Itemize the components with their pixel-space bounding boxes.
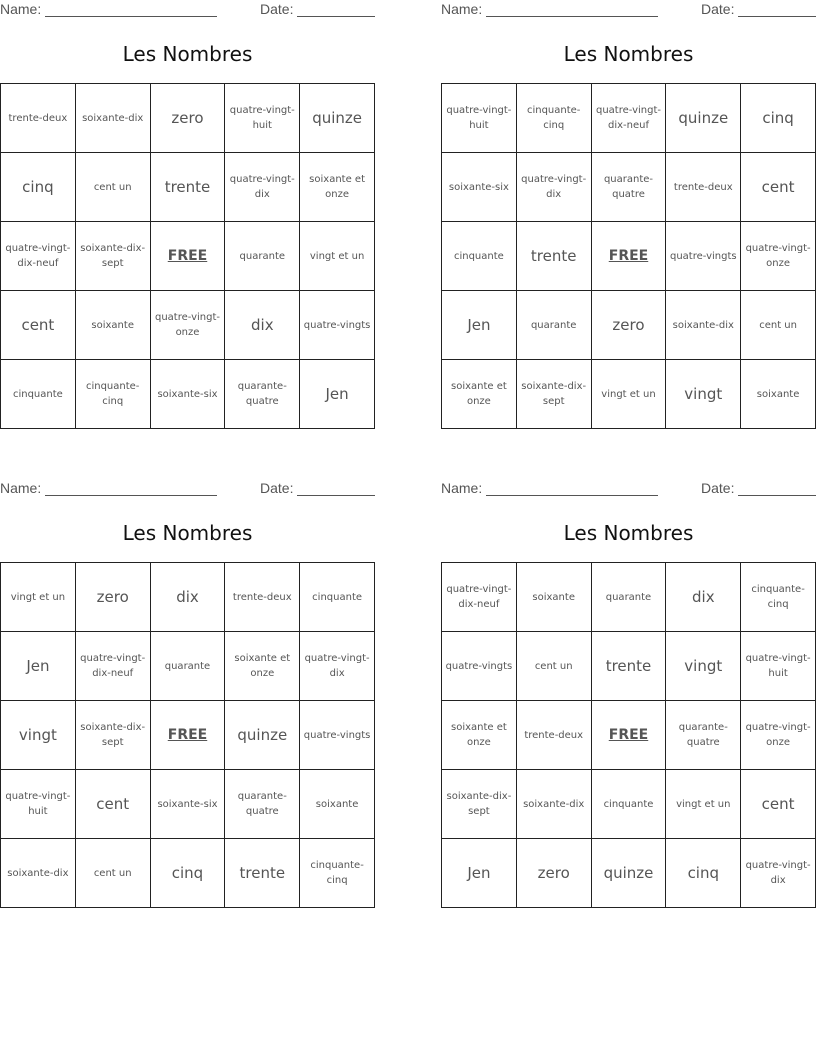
bingo-cell[interactable]: soixante-six (150, 770, 225, 839)
name-blank-line[interactable] (486, 495, 658, 496)
bingo-cell[interactable]: cinq (150, 839, 225, 908)
card-title: Les Nombres (563, 521, 694, 545)
bingo-cell[interactable]: quatre-vingt-dix (225, 153, 300, 222)
grid-row (442, 563, 816, 632)
bingo-cell[interactable]: cent un (741, 291, 816, 360)
bingo-cell[interactable]: Jen (1, 632, 76, 701)
bingo-cell[interactable]: trente-deux (666, 153, 741, 222)
bingo-cell[interactable]: soixante et onze (300, 153, 375, 222)
bingo-cell[interactable]: quatre-vingt-huit (741, 632, 816, 701)
bingo-cell[interactable]: zero (75, 563, 150, 632)
grid-row (442, 291, 816, 360)
free-space-cell[interactable]: FREE (150, 701, 225, 770)
bingo-grid (0, 562, 375, 908)
grid-row (1, 701, 375, 770)
bingo-cell[interactable]: Jen (442, 839, 517, 908)
bingo-cell[interactable]: quatre-vingt-onze (741, 222, 816, 291)
bingo-cell[interactable]: trente (225, 839, 300, 908)
name-blank-line[interactable] (45, 16, 217, 17)
grid-row (1, 222, 375, 291)
card-title: Les Nombres (563, 42, 694, 66)
bingo-cell[interactable]: dix (225, 291, 300, 360)
bingo-cell[interactable]: quatre-vingt-dix (300, 632, 375, 701)
bingo-cell[interactable]: trente (516, 222, 591, 291)
bingo-cell[interactable]: cent (741, 770, 816, 839)
bingo-cell[interactable]: quinze (225, 701, 300, 770)
bingo-cell[interactable]: cinquante (442, 222, 517, 291)
grid-row (1, 632, 375, 701)
name-blank-line[interactable] (486, 16, 658, 17)
bingo-cell[interactable]: cinquante (1, 360, 76, 429)
bingo-cell[interactable]: cinquante (300, 563, 375, 632)
bingo-cell[interactable]: zero (591, 291, 666, 360)
bingo-cell[interactable]: quatre-vingt-dix (516, 153, 591, 222)
name-label: Name: (441, 480, 483, 496)
grid-row (1, 153, 375, 222)
bingo-cell[interactable]: vingt et un (300, 222, 375, 291)
grid-row (442, 360, 816, 429)
grid-row (442, 839, 816, 908)
bingo-cell[interactable]: vingt et un (1, 563, 76, 632)
bingo-cell[interactable]: quatre-vingt-huit (442, 84, 517, 153)
grid-row (1, 291, 375, 360)
bingo-cell[interactable]: soixante-dix (666, 291, 741, 360)
bingo-cell[interactable]: soixante (741, 360, 816, 429)
grid-row (442, 153, 816, 222)
date-label: Date: (260, 480, 294, 496)
bingo-cell[interactable]: soixante-dix (75, 84, 150, 153)
bingo-cell[interactable]: quatre-vingts (666, 222, 741, 291)
bingo-cell[interactable]: quatre-vingts (442, 632, 517, 701)
bingo-cell[interactable]: quarante (150, 632, 225, 701)
bingo-cell[interactable]: soixante (516, 563, 591, 632)
bingo-cell[interactable]: cent (75, 770, 150, 839)
bingo-cell[interactable]: soixante et onze (225, 632, 300, 701)
bingo-cell[interactable]: soixante-dix-sept (75, 222, 150, 291)
bingo-cell[interactable]: vingt (1, 701, 76, 770)
bingo-cell[interactable]: soixante (75, 291, 150, 360)
bingo-cell[interactable]: soixante-dix (1, 839, 76, 908)
date-blank-line[interactable] (738, 495, 816, 496)
bingo-cell[interactable]: quarante-quatre (591, 153, 666, 222)
bingo-cell[interactable]: trente-deux (516, 701, 591, 770)
bingo-cell[interactable]: soixante-dix-sept (75, 701, 150, 770)
bingo-cell[interactable]: quatre-vingt-dix (741, 839, 816, 908)
bingo-cell[interactable]: quatre-vingts (300, 291, 375, 360)
bingo-cell[interactable]: soixante et onze (442, 701, 517, 770)
bingo-cell[interactable]: quatre-vingts (300, 701, 375, 770)
bingo-cell[interactable]: zero (150, 84, 225, 153)
bingo-cell[interactable]: quatre-vingt-dix-neuf (1, 222, 76, 291)
bingo-cell[interactable]: cinq (1, 153, 76, 222)
bingo-cell[interactable]: cinquante-cinq (300, 839, 375, 908)
bingo-cell[interactable]: quarante-quatre (225, 770, 300, 839)
free-space-cell[interactable]: FREE (591, 222, 666, 291)
bingo-cell[interactable]: quinze (300, 84, 375, 153)
bingo-grid (441, 562, 816, 908)
bingo-cell[interactable]: trente (150, 153, 225, 222)
bingo-cell[interactable]: soixante et onze (442, 360, 517, 429)
bingo-cell[interactable]: quatre-vingt-dix-neuf (75, 632, 150, 701)
bingo-grid (441, 83, 816, 429)
grid-row (442, 84, 816, 153)
bingo-cell[interactable]: trente-deux (225, 563, 300, 632)
bingo-cell[interactable]: dix (150, 563, 225, 632)
date-label: Date: (701, 1, 735, 17)
bingo-cell[interactable]: soixante-dix-sept (442, 770, 517, 839)
grid-row (1, 360, 375, 429)
date-blank-line[interactable] (297, 16, 375, 17)
bingo-cell[interactable]: quatre-vingt-huit (1, 770, 76, 839)
name-label: Name: (0, 480, 42, 496)
bingo-cell[interactable]: cent (741, 153, 816, 222)
bingo-cell[interactable]: quatre-vingt-huit (225, 84, 300, 153)
bingo-cell[interactable]: vingt et un (666, 770, 741, 839)
date-blank-line[interactable] (738, 16, 816, 17)
free-space-cell[interactable]: FREE (591, 701, 666, 770)
name-blank-line[interactable] (45, 495, 217, 496)
bingo-cell[interactable]: cinq (741, 84, 816, 153)
bingo-cell[interactable]: quarante (516, 291, 591, 360)
bingo-cell[interactable]: cinquante-cinq (741, 563, 816, 632)
grid-row (1, 839, 375, 908)
bingo-cell[interactable]: zero (516, 839, 591, 908)
bingo-cell[interactable]: dix (666, 563, 741, 632)
bingo-cell[interactable]: quatre-vingt-dix-neuf (442, 563, 517, 632)
date-label: Date: (701, 480, 735, 496)
bingo-cell[interactable]: soixante-six (442, 153, 517, 222)
bingo-cell[interactable]: Jen (300, 360, 375, 429)
bingo-cell[interactable]: vingt (666, 632, 741, 701)
card-title: Les Nombres (122, 521, 253, 545)
grid-row (442, 222, 816, 291)
bingo-cell[interactable]: quatre-vingt-dix-neuf (591, 84, 666, 153)
bingo-cell[interactable]: cent un (75, 153, 150, 222)
date-label: Date: (260, 1, 294, 17)
grid-row (1, 563, 375, 632)
bingo-cell[interactable]: quarante-quatre (666, 701, 741, 770)
name-date-header (441, 0, 816, 20)
bingo-cell[interactable]: cent un (516, 632, 591, 701)
bingo-cell[interactable]: cinquante-cinq (516, 84, 591, 153)
bingo-cell[interactable]: cinquante-cinq (75, 360, 150, 429)
bingo-grid (0, 83, 375, 429)
bingo-cell[interactable]: quatre-vingt-onze (741, 701, 816, 770)
bingo-cell[interactable]: Jen (442, 291, 517, 360)
grid-row (1, 770, 375, 839)
name-date-header (0, 479, 375, 499)
bingo-cell[interactable]: trente-deux (1, 84, 76, 153)
bingo-cell[interactable]: quarante (591, 563, 666, 632)
bingo-cell[interactable]: quarante (225, 222, 300, 291)
grid-row (442, 770, 816, 839)
name-label: Name: (441, 1, 483, 17)
bingo-cell[interactable]: cent un (75, 839, 150, 908)
bingo-cell[interactable]: soixante-six (150, 360, 225, 429)
bingo-cell[interactable]: quarante-quatre (225, 360, 300, 429)
bingo-cell[interactable]: cent (1, 291, 76, 360)
bingo-cell[interactable]: soixante-dix-sept (516, 360, 591, 429)
bingo-cell[interactable]: quatre-vingt-onze (150, 291, 225, 360)
bingo-cell[interactable]: quinze (666, 84, 741, 153)
date-blank-line[interactable] (297, 495, 375, 496)
name-date-header (441, 479, 816, 499)
grid-row (442, 701, 816, 770)
bingo-cell[interactable]: soixante (300, 770, 375, 839)
name-date-header (0, 0, 375, 20)
card-title: Les Nombres (122, 42, 253, 66)
grid-row (442, 632, 816, 701)
bingo-cell[interactable]: vingt et un (591, 360, 666, 429)
name-label: Name: (0, 1, 42, 17)
bingo-cell[interactable]: cinq (666, 839, 741, 908)
bingo-cell[interactable]: cinquante (591, 770, 666, 839)
bingo-cell[interactable]: trente (591, 632, 666, 701)
grid-row (1, 84, 375, 153)
free-space-cell[interactable]: FREE (150, 222, 225, 291)
bingo-cell[interactable]: soixante-dix (516, 770, 591, 839)
bingo-cell[interactable]: quinze (591, 839, 666, 908)
bingo-cell[interactable]: vingt (666, 360, 741, 429)
